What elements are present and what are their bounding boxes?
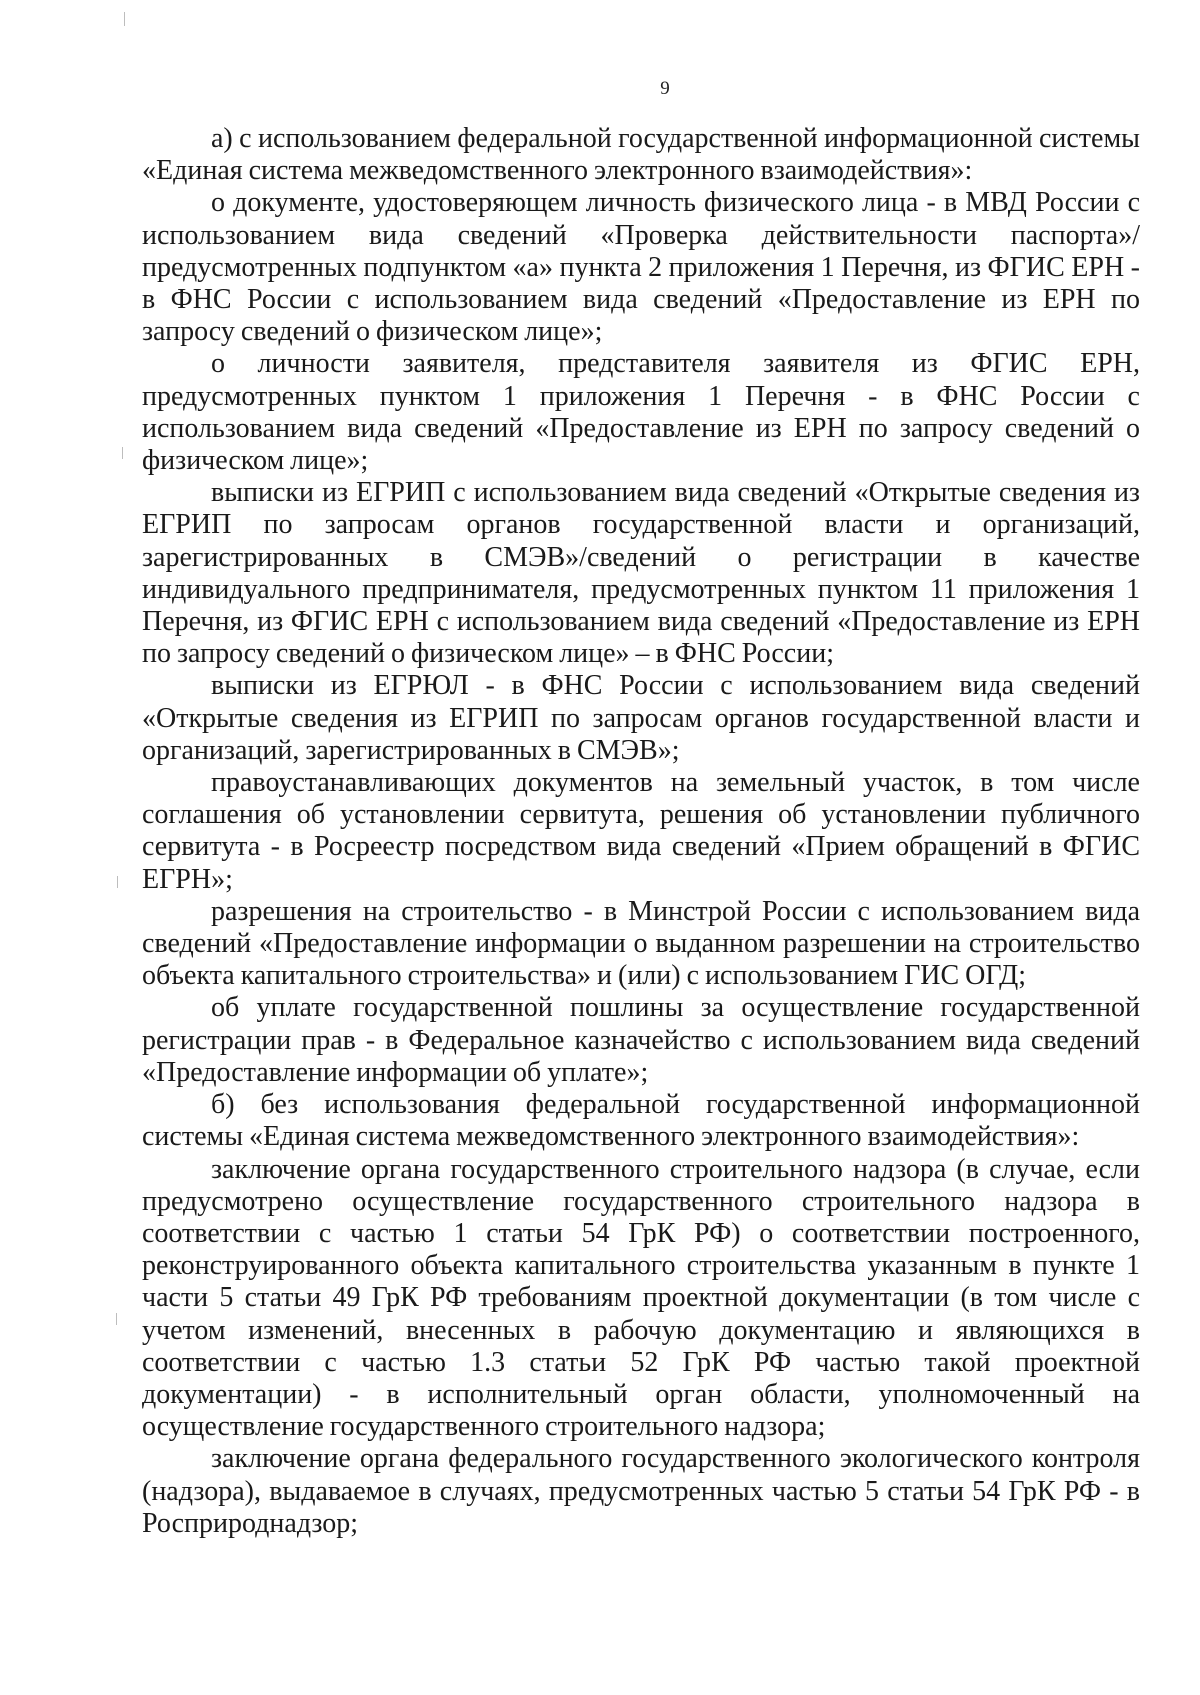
scan-margin-mark xyxy=(124,12,125,26)
paragraph-section-a-intro: а) с использованием федеральной государственной информационной системы «Единая система межведомственного электронного взаимодействия»: xyxy=(142,123,1140,187)
document-body xyxy=(142,123,1140,1540)
paragraph-egrip-extract: выписки из ЕГРИП с использованием вида сведений «Открытые сведения из ЕГРИП по запросам органов государственной власти и организаций, зарегистрированных в СМЭВ»/сведений о регистрации в качестве индивидуального предпринимателя, предусмотренных пунктом 11 приложения 1 Перечня, из ФГИС ЕРН с использованием вида сведений «Предоставление из ЕРН по запросу сведений о физическом лице» – в ФНС России; xyxy=(142,477,1140,670)
scan-margin-mark xyxy=(122,447,123,459)
scan-margin-mark xyxy=(116,1313,117,1325)
paragraph-applicant-identity: о личности заявителя, представителя заявителя из ФГИС ЕРН, предусмотренных пунктом 1 приложения 1 Перечня - в ФНС России с использованием вида сведений «Предоставление из ЕРН по запросу сведений о физическом лице»; xyxy=(142,348,1140,477)
paragraph-construction-supervision-conclusion: заключение органа государственного строительного надзора (в случае, если предусмотрено осуществление государственного строительного надзора в соответствии с частью 1 статьи 54 ГрК РФ) о соответствии построенного, реконструированного объекта капитального строительства указанным в пункте 1 части 5 статьи 49 ГрК РФ требованиям проектной документации (в том числе с учетом изменений, внесенных в рабочую документацию и являющихся в соответствии с частью 1.3 статьи 52 ГрК РФ частью такой проектной документации) - в исполнительный орган области, уполномоченный на осуществление государственного строительного надзора; xyxy=(142,1153,1140,1443)
paragraph-land-title-documents: правоустанавливающих документов на земельный участок, в том числе соглашения об установлении сервитута, решения об установлении публичного сервитута - в Росреестр посредством вида сведений «Прием обращений в ФГИС ЕГРН»; xyxy=(142,767,1140,895)
scan-margin-mark xyxy=(117,876,118,888)
page-number: 9 xyxy=(660,78,670,99)
paragraph-ecological-control-conclusion: заключение органа федерального государственного экологического контроля (надзора), выдаваемое в случаях, предусмотренных частью 5 статьи 54 ГрК РФ - в Росприроднадзор; xyxy=(142,1443,1140,1539)
paragraph-identity-document: о документе, удостоверяющем личность физического лица - в МВД России с использованием вида сведений «Проверка действительности паспорта»/предусмотренных подпунктом «а» пункта 2 приложения 1 Перечня, из ФГИС ЕРН - в ФНС России с использованием вида сведений «Предоставление из ЕРН по запросу сведений о физическом лице»; xyxy=(142,187,1140,348)
paragraph-state-fee-payment: об уплате государственной пошлины за осуществление государственной регистрации прав - в Федеральное казначейство с использованием вида сведений «Предоставление информации об уплате»; xyxy=(142,992,1140,1088)
paragraph-section-b-intro: б) без использования федеральной государственной информационной системы «Единая система межведомственного электронного взаимодействия»: xyxy=(142,1089,1140,1153)
paragraph-egrul-extract: выписки из ЕГРЮЛ - в ФНС России с использованием вида сведений «Открытые сведения из ЕГРИП по запросам органов государственной власти и организаций, зарегистрированных в СМЭВ»; xyxy=(142,670,1140,766)
paragraph-construction-permit: разрешения на строительство - в Минстрой России с использованием вида сведений «Предоставление информации о выданном разрешении на строительство объекта капитального строительства» и (или) с использованием ГИС ОГД; xyxy=(142,895,1140,992)
